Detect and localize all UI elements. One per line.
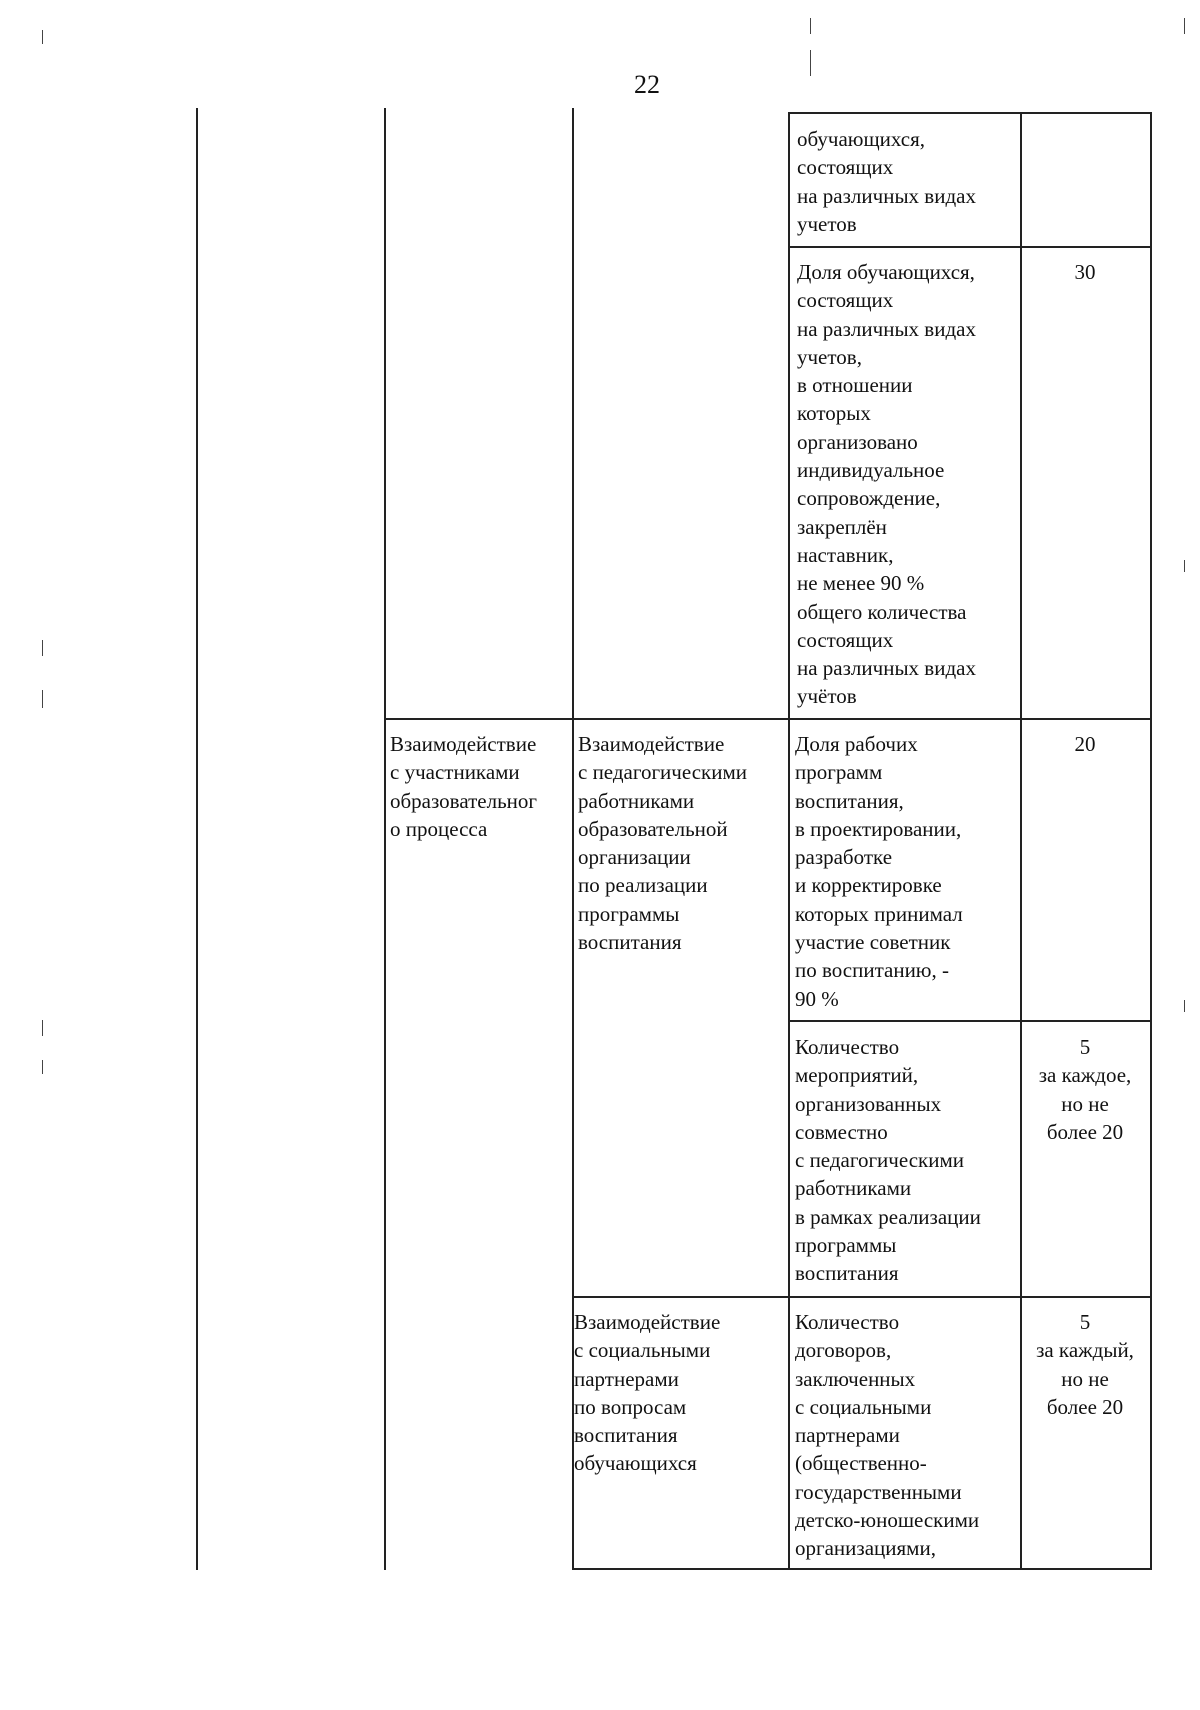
scan-mark bbox=[810, 18, 811, 34]
table-cell-score: 5 за каждое, но не более 20 bbox=[1038, 1035, 1132, 1144]
scan-mark bbox=[42, 1060, 43, 1074]
table-cell-measure: Доля обучающихся, состоящих на различных видах учетов, в отношении которых организовано индивидуальное сопровождение, закреплён наставник, не менее 90 % общего количества состоящих на различных видах учётов bbox=[797, 260, 976, 709]
table-cell-score: 30 bbox=[1074, 260, 1096, 284]
scan-mark bbox=[42, 690, 43, 708]
table-cell-score: 20 bbox=[1074, 732, 1096, 756]
table-cell-indicator: Взаимодействие с педагогическими работниками образовательной организации по реализации программы воспитания bbox=[578, 732, 747, 955]
scan-mark bbox=[42, 30, 43, 44]
table-cell-measure: Количество мероприятий, организованных совместно с педагогическими работниками в рамках реализации программы воспитания bbox=[795, 1035, 981, 1286]
row-border-3 bbox=[788, 1020, 1152, 1022]
column-border-1 bbox=[196, 108, 198, 1570]
row-border-bottom bbox=[572, 1568, 1152, 1570]
column-border-2 bbox=[384, 108, 386, 1570]
table-cell-measure: Количество договоров, заключенных с социальными партнерами (общественно- государственными детско-юношескими организациями, bbox=[795, 1310, 980, 1561]
scan-mark bbox=[1184, 1000, 1185, 1012]
column-border-4 bbox=[788, 112, 790, 1570]
table-cell-indicator: Взаимодействие с социальными партнерами по вопросам воспитания обучающихся bbox=[574, 1310, 721, 1476]
scan-mark bbox=[1184, 560, 1185, 572]
page-number: 22 bbox=[634, 70, 660, 99]
table-cell-score: 5 за каждый, но не более 20 bbox=[1036, 1310, 1134, 1419]
column-border-6 bbox=[1150, 112, 1152, 1570]
table-cell-criterion: Взаимодействие с участниками образовательног о процесса bbox=[390, 732, 537, 841]
table-cell-measure: обучающихся, состоящих на различных видах учетов bbox=[797, 127, 976, 236]
row-border-4 bbox=[572, 1296, 1152, 1298]
row-border-2 bbox=[384, 718, 1152, 720]
scan-mark bbox=[42, 640, 43, 656]
scan-mark bbox=[810, 50, 811, 76]
table-cell-measure: Доля рабочих программ воспитания, в проектировании, разработке и корректировке которых принимал участие советник по воспитанию, - 90 % bbox=[795, 732, 963, 1011]
row-border-1 bbox=[788, 246, 1152, 248]
row-border-top bbox=[788, 112, 1152, 114]
scan-mark bbox=[42, 1020, 43, 1036]
scan-mark bbox=[1184, 18, 1185, 34]
